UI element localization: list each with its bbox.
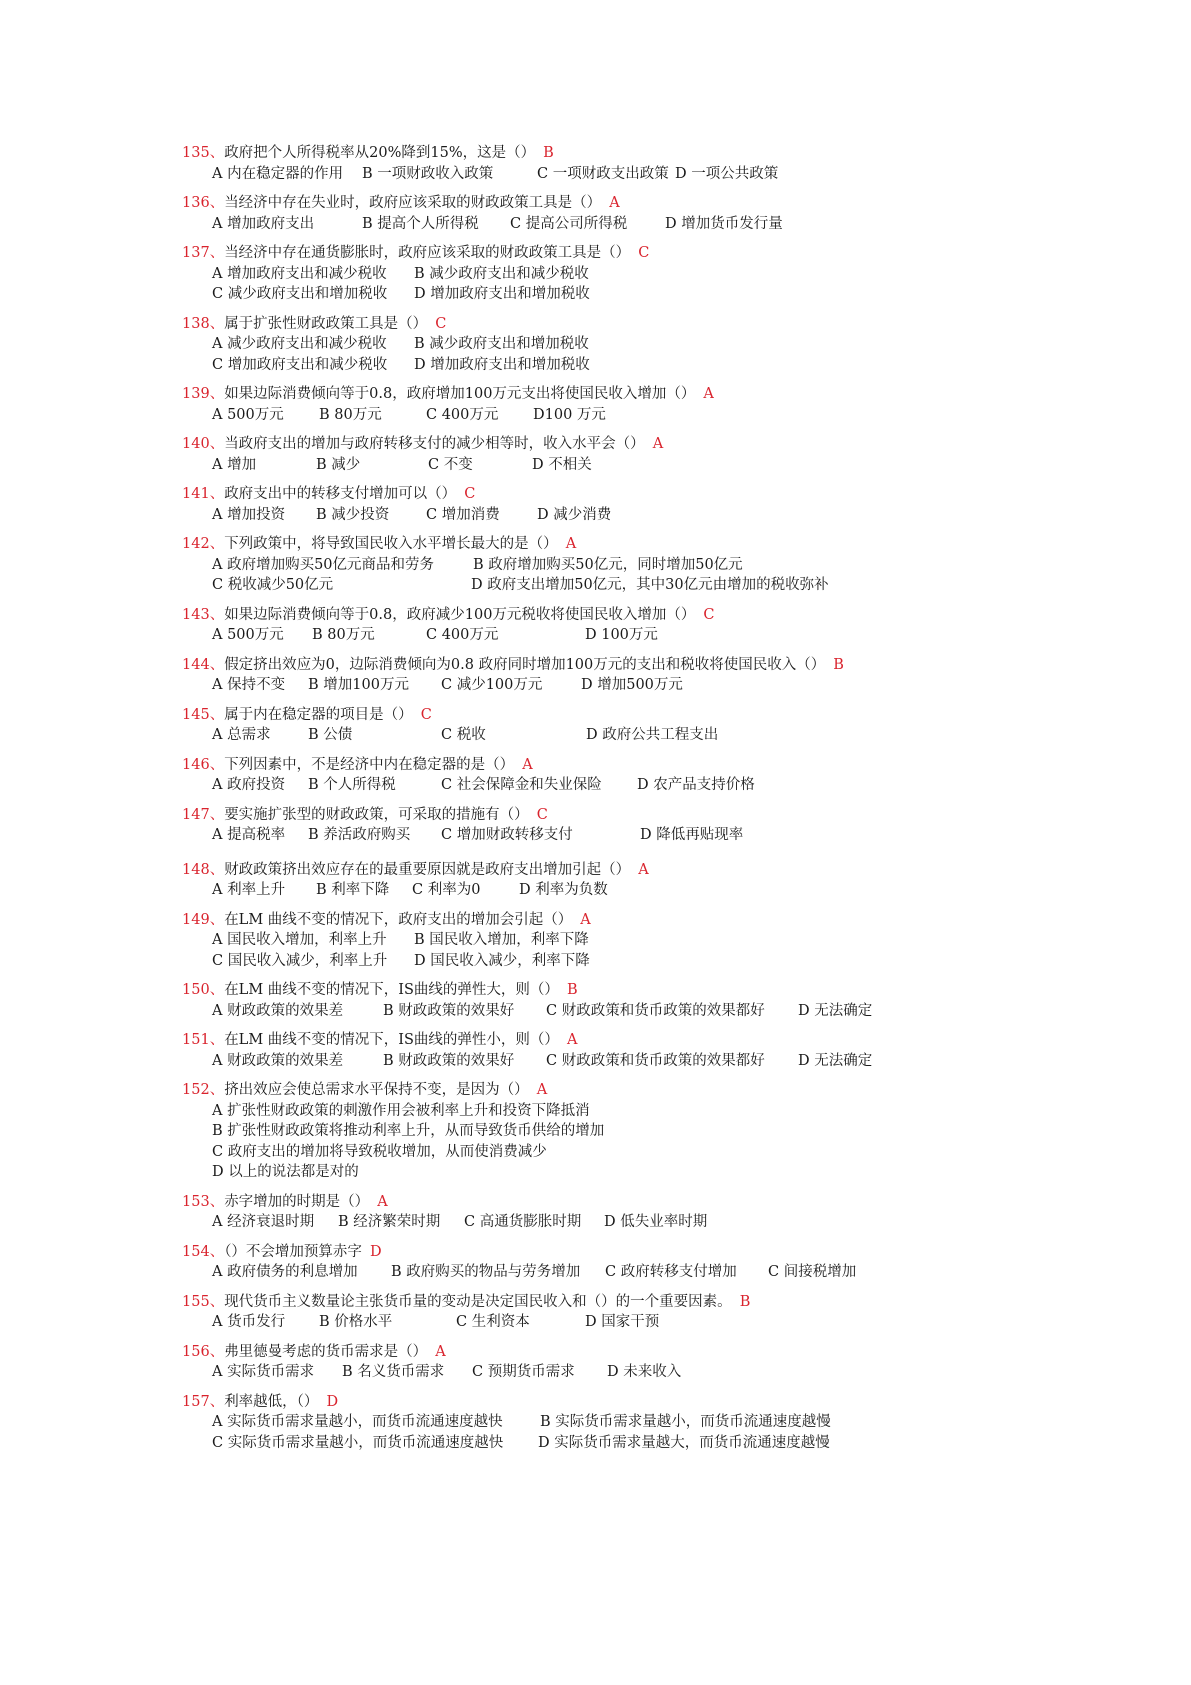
question-text: 当经济中存在通货膨胀时，政府应该采取的财政政策工具是（） [224, 245, 631, 261]
question-stem [182, 705, 982, 726]
question-text: 当经济中存在失业时，政府应该采取的财政政策工具是（） [224, 195, 602, 211]
option-row [182, 951, 982, 972]
option-text: D 无法确定 [798, 1052, 873, 1069]
option-text: B 80万元 [312, 627, 375, 643]
answer-key: B [543, 145, 554, 161]
option-row [182, 405, 982, 426]
answer-key: A [377, 1193, 388, 1210]
question-item [182, 484, 982, 525]
question-text: 弗里德曼考虑的货币需求是（） [224, 1343, 428, 1360]
question-number-separator: 、 [209, 1032, 225, 1048]
question-item [182, 384, 982, 425]
option-text: A 实际货币需求 [212, 1364, 315, 1380]
question-number-separator: 、 [209, 536, 225, 552]
option-text: B 价格水平 [319, 1314, 393, 1330]
question-item [182, 143, 982, 184]
option-row [182, 355, 982, 376]
option-text: B 80万元 [319, 406, 382, 423]
answer-key: A [703, 386, 714, 402]
question-text: 如果边际消费倾向等于0.8，政府减少100万元税收将使国民收入增加（） [224, 606, 696, 623]
option-text: A 财政政策的效果差 [212, 1002, 344, 1019]
question-item [182, 1242, 982, 1283]
question-number-separator: 、 [209, 436, 225, 452]
option-row [182, 1142, 982, 1163]
question-stem [182, 1342, 982, 1363]
option-row [182, 930, 982, 951]
option-row [182, 1433, 982, 1454]
question-item [182, 605, 982, 646]
question-number: 157 [182, 1393, 210, 1410]
option-text: A 增加政府支出 [212, 215, 315, 232]
question-item [182, 705, 982, 746]
option-text: A 增加 [212, 456, 257, 473]
question-text: 在LM 曲线不变的情况下，政府支出的增加会引起（） [224, 911, 573, 928]
option-text: B 利率下降 [316, 882, 390, 898]
question-number-separator: 、 [209, 195, 225, 211]
question-number-separator: 、 [209, 145, 225, 161]
option-text: D 不相关 [532, 456, 592, 473]
option-text: B 名义货币需求 [342, 1364, 445, 1380]
question-item [182, 1342, 982, 1383]
question-item [182, 860, 982, 901]
question-text: （）不会增加预算赤字 [224, 1243, 362, 1260]
question-number: 143 [182, 606, 210, 623]
option-text: D 无法确定 [798, 1002, 873, 1019]
question-text: 挤出效应会使总需求水平保持不变，是因为（） [224, 1082, 529, 1098]
question-text: 现代货币主义数量论主张货币量的变动是决定国民收入和（）的一个重要因素。 [224, 1293, 732, 1310]
option-row [182, 1412, 982, 1433]
option-row [182, 555, 982, 576]
option-text: A 保持不变 [212, 677, 286, 693]
question-stem [182, 384, 982, 405]
question-number: 141 [182, 486, 210, 502]
option-row [182, 214, 982, 235]
option-row [182, 880, 982, 901]
question-item [182, 434, 982, 475]
question-text: 假定挤出效应为0，边际消费倾向为0.8 政府同时增加100万元的支出和税收将使国民收入（） [224, 656, 826, 673]
option-text: B 经济繁荣时期 [338, 1214, 441, 1230]
question-item [182, 1192, 982, 1233]
option-text: C 政府支出的增加将导致税收增加，从而使消费减少 [212, 1143, 547, 1160]
question-number-separator: 、 [209, 486, 225, 502]
question-item [182, 534, 982, 596]
option-text: A 500万元 [212, 406, 284, 423]
question-stem [182, 860, 982, 881]
answer-key: C [703, 606, 715, 623]
option-text: D 一项公共政策 [675, 165, 779, 182]
option-text: B 提高个人所得税 [362, 215, 479, 232]
question-stem [182, 143, 982, 164]
option-row [182, 164, 982, 185]
question-text: 政府把个人所得税率从20%降到15%，这是（） [224, 145, 536, 161]
question-number: 152 [182, 1082, 210, 1098]
question-number: 155 [182, 1293, 210, 1310]
question-stem [182, 484, 982, 505]
question-stem [182, 534, 982, 555]
question-item [182, 1080, 982, 1183]
option-row [182, 284, 982, 305]
option-text: D100 万元 [533, 406, 606, 423]
question-stem [182, 1242, 982, 1263]
question-item [182, 193, 982, 234]
option-text: A 经济衰退时期 [212, 1214, 315, 1230]
option-row [182, 725, 982, 746]
question-number-separator: 、 [209, 606, 225, 623]
option-text: A 扩张性财政政策的刺激作用会被利率上升和投资下降抵消 [212, 1102, 590, 1119]
question-number-separator: 、 [209, 756, 225, 773]
option-text: C 400万元 [426, 627, 499, 643]
question-stem [182, 1030, 982, 1051]
question-item [182, 980, 982, 1021]
option-text: A 减少政府支出和减少税收 [212, 336, 387, 352]
question-stem [182, 805, 982, 826]
question-item [182, 655, 982, 696]
option-row [182, 575, 982, 596]
question-text: 如果边际消费倾向等于0.8，政府增加100万元支出将使国民收入增加（） [224, 386, 696, 402]
option-text: C 高通货膨胀时期 [464, 1214, 582, 1230]
question-stem [182, 193, 982, 214]
option-text: C 增加政府支出和减少税收 [212, 356, 388, 373]
answer-key: A [638, 861, 649, 878]
option-text: B 减少政府支出和增加税收 [414, 336, 589, 352]
question-text: 要实施扩张型的财政政策，可采取的措施有（） [224, 806, 529, 823]
answer-key: C [420, 706, 432, 723]
question-text: 在LM 曲线不变的情况下，IS曲线的弹性小，则（） [224, 1032, 559, 1048]
option-text: A 内在稳定器的作用 [212, 165, 344, 182]
question-stem [182, 605, 982, 626]
option-row [182, 1262, 982, 1283]
option-text: B 养活政府购买 [308, 827, 411, 843]
option-text: D 低失业率时期 [604, 1214, 708, 1230]
option-text: C 社会保障金和失业保险 [441, 777, 602, 793]
question-stem [182, 755, 982, 776]
option-text: B 减少投资 [316, 506, 390, 523]
answer-key: A [580, 911, 591, 928]
option-text: B 个人所得税 [308, 777, 396, 793]
question-text: 利率越低，（） [224, 1393, 319, 1410]
option-text: A 政府投资 [212, 777, 286, 793]
question-number-separator: 、 [209, 861, 225, 878]
question-item [182, 910, 982, 972]
question-number-separator: 、 [209, 1293, 225, 1310]
question-text: 赤字增加的时期是（） [224, 1193, 370, 1210]
answer-key: A [435, 1343, 446, 1360]
question-list [182, 143, 982, 1462]
question-text: 当政府支出的增加与政府转移支付的减少相等时，收入水平会（） [224, 436, 645, 452]
option-text: A 政府债务的利息增加 [212, 1264, 358, 1280]
question-number: 156 [182, 1343, 210, 1360]
question-number-separator: 、 [209, 1243, 225, 1260]
question-number-separator: 、 [209, 1082, 225, 1098]
option-text: B 财政政策的效果好 [383, 1002, 515, 1019]
option-text: A 财政政策的效果差 [212, 1052, 344, 1069]
option-text: D 增加政府支出和增加税收 [414, 286, 590, 302]
option-row [182, 1101, 982, 1122]
question-stem [182, 655, 982, 676]
option-text: C 实际货币需求量越小，而货币流通速度越快 [212, 1434, 504, 1451]
answer-key: A [609, 195, 620, 211]
question-stem [182, 243, 982, 264]
question-number: 150 [182, 982, 210, 998]
option-text: D 政府公共工程支出 [586, 727, 719, 743]
question-number: 151 [182, 1032, 210, 1048]
option-row [182, 264, 982, 285]
question-item [182, 805, 982, 846]
option-text: B 公债 [308, 727, 353, 743]
option-text: C 减少政府支出和增加税收 [212, 286, 388, 302]
question-number: 135 [182, 145, 210, 161]
answer-key: A [522, 756, 533, 773]
option-text: C 增加消费 [426, 506, 500, 523]
question-number: 153 [182, 1193, 210, 1210]
question-text: 政府支出中的转移支付增加可以（） [224, 486, 457, 502]
option-text: B 国民收入增加，利率下降 [414, 932, 589, 948]
option-text: C 国民收入减少，利率上升 [212, 952, 388, 969]
answer-key: A [536, 1082, 548, 1098]
question-item [182, 314, 982, 376]
answer-key: B [833, 656, 844, 673]
question-number-separator: 、 [209, 1193, 225, 1210]
answer-key: C [464, 486, 476, 502]
question-text: 属于扩张性财政政策工具是（） [224, 315, 428, 332]
answer-key: B [566, 982, 578, 998]
option-text: C 一项财政支出政策 [537, 165, 669, 182]
question-number: 138 [182, 315, 210, 332]
option-text: D 未来收入 [607, 1364, 682, 1380]
option-row [182, 1001, 982, 1022]
question-stem [182, 1192, 982, 1213]
question-number-separator: 、 [209, 1393, 225, 1410]
option-text: D 减少消费 [537, 506, 612, 523]
option-text: B 增加100万元 [308, 677, 409, 693]
question-number-separator: 、 [209, 386, 225, 402]
question-number-separator: 、 [209, 706, 225, 723]
question-stem [182, 314, 982, 335]
question-number: 142 [182, 536, 210, 552]
option-text: A 政府增加购买50亿元商品和劳务 [212, 556, 435, 573]
option-row [182, 1162, 982, 1183]
option-text: B 扩张性财政政策将推动利率上升，从而导致货币供给的增加 [212, 1123, 605, 1139]
option-row [182, 1121, 982, 1142]
question-stem [182, 1292, 982, 1313]
option-row [182, 1212, 982, 1233]
option-text: D 利率为负数 [519, 882, 608, 898]
option-row [182, 825, 982, 846]
question-number-separator: 、 [209, 911, 225, 928]
option-text: C 不变 [428, 456, 473, 473]
option-text: C 税收减少50亿元 [212, 577, 334, 593]
option-text: B 政府增加购买50亿元，同时增加50亿元 [473, 556, 743, 573]
answer-key: C [638, 245, 650, 261]
question-item [182, 1030, 982, 1071]
option-text: B 财政政策的效果好 [383, 1052, 515, 1069]
option-text: C 增加财政转移支付 [441, 827, 573, 843]
option-text: D 农产品支持价格 [637, 777, 755, 793]
question-text: 下列政策中，将导致国民收入水平增长最大的是（） [224, 536, 558, 552]
answer-key: A [566, 1032, 578, 1048]
answer-key: D [326, 1393, 339, 1410]
answer-key: D [369, 1243, 382, 1260]
question-stem [182, 434, 982, 455]
question-stem [182, 1392, 982, 1413]
option-row [182, 334, 982, 355]
question-number: 139 [182, 386, 210, 402]
answer-key: B [739, 1293, 751, 1310]
option-text: C 财政政策和货币政策的效果都好 [546, 1002, 765, 1019]
question-item [182, 1392, 982, 1454]
option-text: C 预期货币需求 [472, 1364, 575, 1380]
option-text: A 提高税率 [212, 827, 286, 843]
option-text: C 利率为0 [412, 882, 481, 898]
option-text: C 400万元 [426, 406, 499, 423]
option-text: D 政府支出增加50亿元，其中30亿元由增加的税收弥补 [471, 577, 829, 593]
option-text: A 500万元 [212, 627, 284, 643]
question-number-separator: 、 [209, 656, 225, 673]
option-text: D 增加政府支出和增加税收 [414, 356, 590, 373]
option-text: A 利率上升 [212, 882, 286, 898]
option-text: D 国民收入减少，利率下降 [414, 952, 590, 969]
question-item [182, 1292, 982, 1333]
question-number: 148 [182, 861, 210, 878]
option-row [182, 505, 982, 526]
option-text: C 政府转移支付增加 [605, 1264, 737, 1280]
question-stem [182, 980, 982, 1001]
option-text: B 减少 [316, 456, 361, 473]
answer-key: A [565, 536, 577, 552]
option-text: A 货币发行 [212, 1314, 286, 1330]
option-text: C 减少100万元 [441, 677, 543, 693]
question-text: 在LM 曲线不变的情况下，IS曲线的弹性大，则（） [224, 982, 559, 998]
question-number: 140 [182, 436, 210, 452]
option-text: A 增加政府支出和减少税收 [212, 265, 387, 282]
option-text: D 100万元 [585, 627, 658, 643]
option-text: C 财政政策和货币政策的效果都好 [546, 1052, 765, 1069]
option-text: A 增加投资 [212, 506, 286, 523]
option-row [182, 1312, 982, 1333]
question-stem [182, 1080, 982, 1101]
option-text: D 实际货币需求量越大，而货币流通速度越慢 [538, 1434, 830, 1451]
question-number: 144 [182, 656, 210, 673]
question-number: 146 [182, 756, 210, 773]
option-text: A 实际货币需求量越小，而货币流通速度越快 [212, 1414, 503, 1430]
option-text: D 以上的说法都是对的 [212, 1164, 359, 1180]
option-row [182, 675, 982, 696]
option-text: D 降低再贴现率 [640, 827, 744, 843]
question-number-separator: 、 [209, 245, 225, 261]
question-item [182, 243, 982, 305]
question-number: 136 [182, 195, 210, 211]
option-text: D 国家干预 [585, 1314, 660, 1330]
option-text: D 增加货币发行量 [665, 215, 783, 232]
question-number-separator: 、 [209, 806, 225, 823]
question-item [182, 755, 982, 796]
answer-key: A [652, 436, 664, 452]
question-text: 属于内在稳定器的项目是（） [224, 706, 413, 723]
option-text: B 实际货币需求量越小，而货币流通速度越慢 [540, 1414, 831, 1430]
option-row [182, 775, 982, 796]
option-text: A 国民收入增加，利率上升 [212, 932, 387, 948]
option-text: B 政府购买的物品与劳务增加 [391, 1264, 581, 1280]
option-text: B 一项财政收入政策 [362, 165, 494, 182]
option-text: D 增加500万元 [581, 677, 683, 693]
option-text: C 生利资本 [456, 1314, 530, 1330]
answer-key: C [435, 315, 447, 332]
question-text: 下列因素中，不是经济中内在稳定器的是（） [224, 756, 515, 773]
option-text: A 总需求 [212, 727, 271, 743]
answer-key: C [536, 806, 548, 823]
question-number-separator: 、 [209, 1343, 225, 1360]
question-number: 149 [182, 911, 210, 928]
question-number: 154 [182, 1243, 210, 1260]
option-row [182, 1362, 982, 1383]
option-text: C 提高公司所得税 [510, 215, 628, 232]
option-text: B 减少政府支出和减少税收 [414, 265, 589, 282]
question-number: 147 [182, 806, 210, 823]
question-number: 137 [182, 245, 210, 261]
question-stem [182, 910, 982, 931]
option-row [182, 455, 982, 476]
option-row [182, 1051, 982, 1072]
option-text: C 间接税增加 [768, 1264, 857, 1280]
option-text: C 税收 [441, 727, 486, 743]
question-number-separator: 、 [209, 982, 225, 998]
question-number: 145 [182, 706, 210, 723]
option-row [182, 625, 982, 646]
question-number-separator: 、 [209, 315, 225, 332]
question-text: 财政政策挤出效应存在的最重要原因就是政府支出增加引起（） [224, 861, 631, 878]
